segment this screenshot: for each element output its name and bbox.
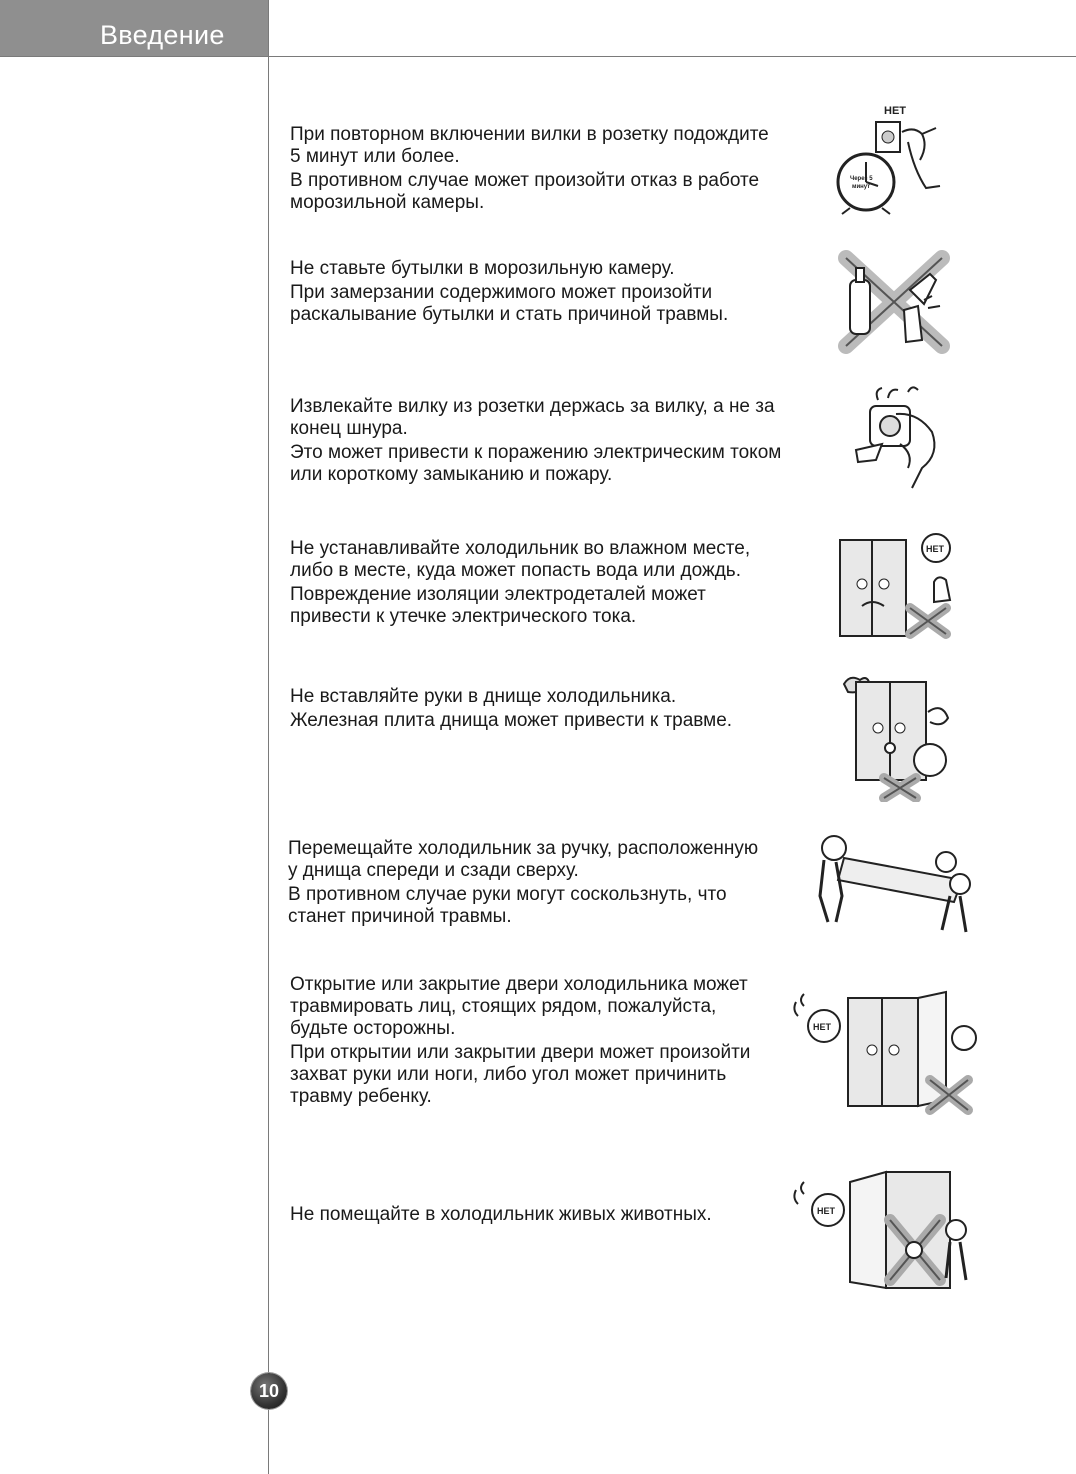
warning-text: Перемещайте холодильник за ручку, расположенную у днища спереди и сзади сверху. [288,838,759,881]
warning-text: Не ставьте бутылки в морозильную камеру. [290,258,675,279]
fridge-door-child-illustration [790,988,980,1118]
warning-text: При повторном включении вилки в розетку подождите 5 минут или более. [290,124,769,167]
warning-item-animals [290,1204,840,1228]
warning-consequence: При открытии или закрытии двери может произойти захват руки или ноги, либо угол может причинить травму ребенку. [290,1042,751,1107]
fridge-water-illustration [826,522,966,644]
warning-item-plug-wait [290,124,840,216]
warning-item-bottles [290,258,840,328]
warning-text: Не помещайте в холодильник живых животных. [290,1204,712,1225]
no-label: НЕТ [813,1022,831,1032]
clock-sub1: Через 5 [850,176,873,182]
warning-item-unplug [290,396,840,488]
page-number-badge: 10 [251,1373,287,1409]
fridge-hands-illustration [838,672,958,802]
plug-clock-illustration [832,100,952,220]
warning-text: Открытие или закрытие двери холодильника может травмировать лиц, стоящих рядом, пожалуйста, будьте осторожны. [290,974,748,1039]
warning-consequence: В противном случае может произойти отказ в работе морозильной камеры. [290,170,760,213]
warning-consequence: В противном случае руки могут соскользнуть, что станет причиной травмы. [288,884,727,927]
warning-item-door [290,974,840,1110]
warning-text: Не устанавливайте холодильник во влажном месте, либо в месте, куда может попасть вода или дождь. [290,538,751,581]
warning-text: Извлекайте вилку из розетки держась за вилку, а не за конец шнура. [290,396,775,439]
margin-divider [268,0,269,1474]
warning-consequence: Это может привести к поражению электрическим током или короткому замыканию и пожару. [290,442,782,485]
warning-consequence: При замерзании содержимого может произойти раскалывание бутылки и стать причиной травмы. [290,282,729,325]
header-divider [0,56,1076,57]
warning-consequence: Железная плита днища может привести к травме. [290,710,733,731]
warning-item-hands-bottom [290,686,840,734]
bottles-cross-illustration [836,250,952,354]
moving-fridge-illustration [810,826,976,944]
hand-plug-illustration [852,384,948,492]
section-title: Введение [100,20,225,50]
no-label: НЕТ [884,105,906,117]
clock-sub2: минут [852,184,871,190]
no-label: НЕТ [926,544,944,554]
warning-item-humidity [290,538,840,630]
no-label: НЕТ [817,1206,835,1216]
warning-consequence: Повреждение изоляции электродеталей может привести к утечке электрического тока. [290,584,706,627]
warning-text: Не вставляйте руки в днище холодильника. [290,686,677,707]
warning-item-moving [288,838,838,930]
fridge-animal-illustration [790,1168,980,1292]
section-header-tab [0,0,269,56]
